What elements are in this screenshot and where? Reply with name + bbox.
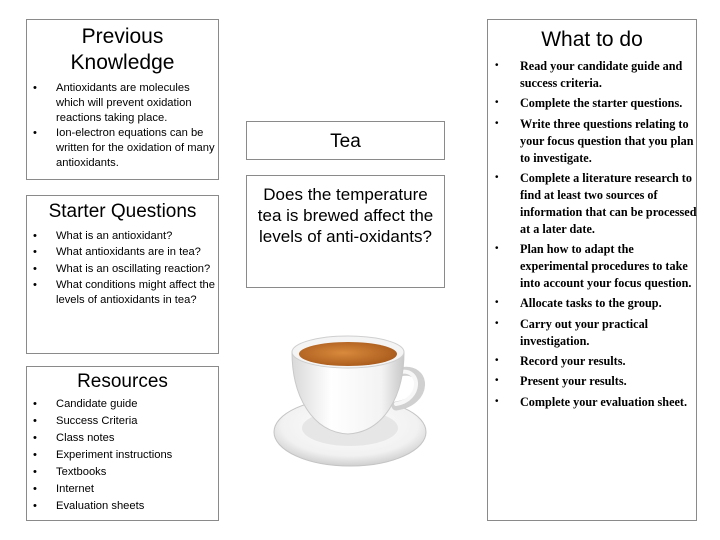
list-item: • Allocate tasks to the group. [520,295,698,312]
list-item: • Complete your evaluation sheet. [520,394,698,411]
what-to-do-list [520,58,698,414]
list-item: • Textbooks [56,464,216,481]
list-item: • Class notes [56,430,216,447]
resources-title: Resources [77,371,168,392]
starter-questions-title: Starter Questions [48,201,197,222]
previous-knowledge-list [56,81,216,172]
resources-list [56,396,216,515]
list-item: • Plan how to adapt the experimental procedures to take into account your focus question. [520,241,698,292]
list-item: • Evaluation sheets [56,498,216,515]
what-to-do-title: What to do [541,28,643,51]
previous-knowledge-title: Previous Knowledge [70,25,175,74]
list-item: • What conditions might affect the levels of antioxidants in tea? [56,278,218,308]
list-item: • What is an antioxidant? [56,229,218,244]
list-item: • What is an oscillating reaction? [56,262,218,277]
list-item: • Read your candidate guide and success criteria. [520,58,698,92]
list-item: • Antioxidants are molecules which will prevent oxidation reactions taking place. [56,81,216,125]
list-item: • Record your results. [520,353,698,370]
list-item: • Present your results. [520,373,698,390]
list-item: • Write three questions relating to your focus question that you plan to investigate. [520,116,698,167]
list-item: • Carry out your practical investigation. [520,316,698,350]
list-item: • Success Criteria [56,413,216,430]
starter-questions-list [56,229,218,309]
previous-knowledge-panel [26,19,219,180]
teacup-icon [268,300,428,480]
list-item: • What antioxidants are in tea? [56,245,218,260]
focus-question: Does the temperature tea is brewed affect the levels of anti-oxidants? [257,185,434,246]
list-item: • Ion-electron equations can be written for the oxidation of many antioxidants. [56,126,216,170]
list-item: • Complete the starter questions. [520,95,698,112]
list-item: • Candidate guide [56,396,216,413]
focus-question-box [246,175,445,288]
tea-title-box [246,121,445,160]
starter-questions-panel [26,195,219,354]
what-to-do-panel [487,19,697,521]
list-item: • Experiment instructions [56,447,216,464]
tea-title: Tea [330,131,361,152]
resources-panel [26,366,219,521]
list-item: • Complete a literature research to find at least two sources of information that can be processed at a later date. [520,170,698,238]
list-item: • Internet [56,481,216,498]
